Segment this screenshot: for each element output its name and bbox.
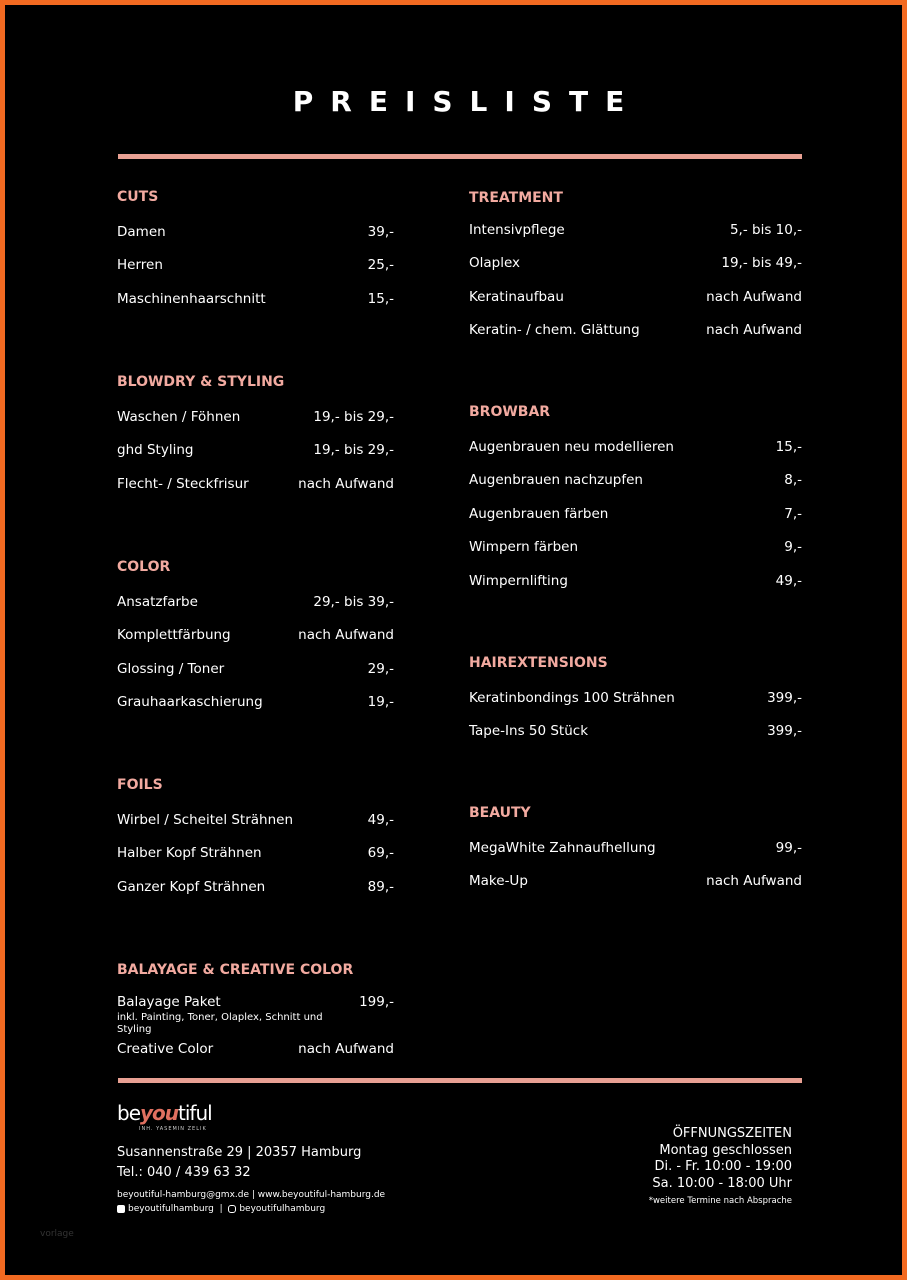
item-price: 39,-: [367, 223, 394, 240]
price-row: [117, 652, 394, 686]
item-price: 399,-: [767, 689, 802, 706]
item-name: Intensivpflege: [469, 221, 565, 238]
item-name: Wimpernlifting: [469, 572, 568, 589]
item-name: Augenbrauen nachzupfen: [469, 472, 643, 489]
item-price: nach Aufwand: [706, 873, 802, 890]
item-name: Wirbel / Scheitel Strähnen: [117, 811, 294, 828]
social-links: beyoutifulhamburg | beyoutifulhamburg: [117, 1202, 385, 1216]
item-price: 19,-: [367, 694, 394, 711]
section-blowdry-styling: [117, 372, 394, 501]
item-price: 199,-: [359, 994, 394, 1010]
item-price: 7,-: [784, 505, 802, 522]
item-name: Keratin- / chem. Glättung: [469, 322, 640, 339]
price-row: [469, 464, 802, 498]
item-name: Grauhaarkaschierung: [117, 694, 263, 711]
item-price: 8,-: [784, 472, 802, 489]
brand-logo: beyoutiful INH. YASEMIN ZELIK: [117, 1101, 212, 1132]
price-row: [117, 988, 394, 1035]
hours-title: ÖFFNUNGSZEITEN: [672, 1126, 792, 1141]
price-row: [117, 870, 394, 904]
price-row: [117, 837, 394, 871]
section-browbar: [469, 402, 802, 598]
item-price: 29,-: [367, 660, 394, 677]
item-name-block: [117, 992, 359, 1036]
section-treatment: [469, 188, 802, 347]
phone: Tel.: 040 / 439 63 32: [117, 1165, 251, 1180]
price-row: [469, 531, 802, 565]
item-note: inkl. Painting, Toner, Olaplex, Schnitt und Styling: [117, 1012, 323, 1035]
item-price: 399,-: [767, 723, 802, 740]
item-name: Halber Kopf Strähnen: [117, 845, 262, 862]
item-name: Komplettfärbung: [117, 627, 231, 644]
price-row: [469, 681, 802, 715]
price-row: [469, 715, 802, 749]
item-name: ghd Styling: [117, 442, 194, 459]
price-row: [469, 247, 802, 281]
facebook-handle[interactable]: beyoutifulhamburg: [128, 1204, 214, 1214]
facebook-icon: [117, 1205, 125, 1213]
salon-contact: [117, 1101, 385, 1216]
instagram-handle[interactable]: beyoutifulhamburg: [239, 1204, 326, 1214]
price-row: [469, 280, 802, 314]
section-beauty: [469, 803, 802, 898]
item-name: Damen: [117, 223, 166, 240]
item-price: nach Aufwand: [298, 475, 394, 492]
watermark-label: vorlage: [40, 1229, 74, 1239]
section-hairextensions: [469, 653, 802, 748]
item-price: 99,-: [775, 839, 802, 856]
bottom-divider: [118, 1078, 802, 1083]
item-name: Augenbrauen färben: [469, 505, 609, 522]
price-row: [469, 865, 802, 899]
item-price: 69,-: [367, 845, 394, 862]
price-row: [117, 585, 394, 619]
item-name: Ganzer Kopf Strähnen: [117, 878, 266, 895]
item-name: Keratinbondings 100 Strähnen: [469, 689, 675, 706]
item-price: 19,- bis 29,-: [313, 408, 394, 425]
price-row: [469, 497, 802, 531]
item-name: Tape-Ins 50 Stück: [469, 723, 589, 740]
hours-line: Sa. 10:00 - 18:00 Uhr: [652, 1175, 792, 1191]
price-row: [117, 282, 394, 316]
item-price: 5,- bis 10,-: [729, 221, 802, 238]
price-row: [117, 619, 394, 653]
price-row: [117, 1032, 394, 1066]
section-foils: [117, 775, 394, 904]
section-heading: BALAYAGE & CREATIVE COLOR: [117, 962, 354, 978]
item-price: 49,-: [775, 572, 802, 589]
item-price: nach Aufwand: [706, 288, 802, 305]
item-name: Waschen / Föhnen: [117, 408, 241, 425]
contact-links[interactable]: beyoutiful-hamburg@gmx.de | www.beyoutiful-hamburg.de: [117, 1190, 386, 1200]
item-name: Wimpern färben: [469, 539, 578, 556]
item-price: 29,- bis 39,-: [313, 593, 394, 610]
price-row: [469, 430, 802, 464]
hours-line: Montag geschlossen: [659, 1142, 792, 1158]
section-heading: TREATMENT: [469, 190, 563, 206]
section-balayage: [117, 960, 394, 1066]
price-row: [117, 803, 394, 837]
item-price: 19,- bis 29,-: [313, 442, 394, 459]
item-price: 15,-: [775, 438, 802, 455]
item-name: Herren: [117, 257, 163, 274]
item-price: 89,-: [367, 878, 394, 895]
price-row: [469, 831, 802, 865]
top-divider: [118, 154, 802, 159]
item-name: Make-Up: [469, 873, 528, 890]
section-heading: FOILS: [117, 777, 163, 793]
item-name: Keratinaufbau: [469, 288, 564, 305]
section-heading: COLOR: [117, 559, 171, 575]
opening-hours: [649, 1126, 792, 1208]
section-heading: BEAUTY: [469, 805, 531, 821]
price-row: [117, 434, 394, 468]
item-name: Flecht- / Steckfrisur: [117, 475, 249, 492]
item-price: 19,- bis 49,-: [721, 255, 802, 272]
item-name: Balayage Paket: [117, 994, 221, 1010]
price-row: [469, 314, 802, 348]
address: Susannenstraße 29 | 20357 Hamburg: [117, 1145, 362, 1160]
price-row: [117, 400, 394, 434]
section-color: [117, 557, 394, 719]
hours-note: *weitere Termine nach Absprache: [648, 1196, 792, 1206]
item-name: Augenbrauen neu modellieren: [469, 438, 674, 455]
item-price: 9,-: [784, 539, 802, 556]
section-heading: HAIREXTENSIONS: [469, 655, 608, 671]
price-row: [469, 213, 802, 247]
price-row: [117, 215, 394, 249]
section-cuts: [117, 187, 394, 316]
item-price: 49,-: [367, 811, 394, 828]
hours-line: Di. - Fr. 10:00 - 19:00: [654, 1159, 792, 1174]
item-price: nach Aufwand: [298, 627, 394, 644]
item-price: 25,-: [367, 257, 394, 274]
item-price: 15,-: [367, 290, 394, 307]
section-heading: BROWBAR: [469, 404, 551, 420]
item-name: Ansatzfarbe: [117, 593, 198, 610]
item-name: Creative Color: [117, 1040, 214, 1057]
page-title: PREISLISTE: [292, 85, 642, 118]
item-price: nach Aufwand: [706, 322, 802, 339]
price-row: [469, 564, 802, 598]
price-row: [117, 249, 394, 283]
section-heading: BLOWDRY & STYLING: [117, 374, 285, 390]
item-name: Olaplex: [469, 255, 521, 272]
price-row: [117, 467, 394, 501]
price-row: [117, 686, 394, 720]
item-price: nach Aufwand: [298, 1040, 394, 1057]
item-name: MegaWhite Zahnaufhellung: [469, 839, 656, 856]
item-name: Glossing / Toner: [117, 660, 225, 677]
instagram-icon: [228, 1205, 236, 1213]
item-name: Maschinenhaarschnitt: [117, 290, 266, 307]
section-heading: CUTS: [117, 189, 159, 205]
